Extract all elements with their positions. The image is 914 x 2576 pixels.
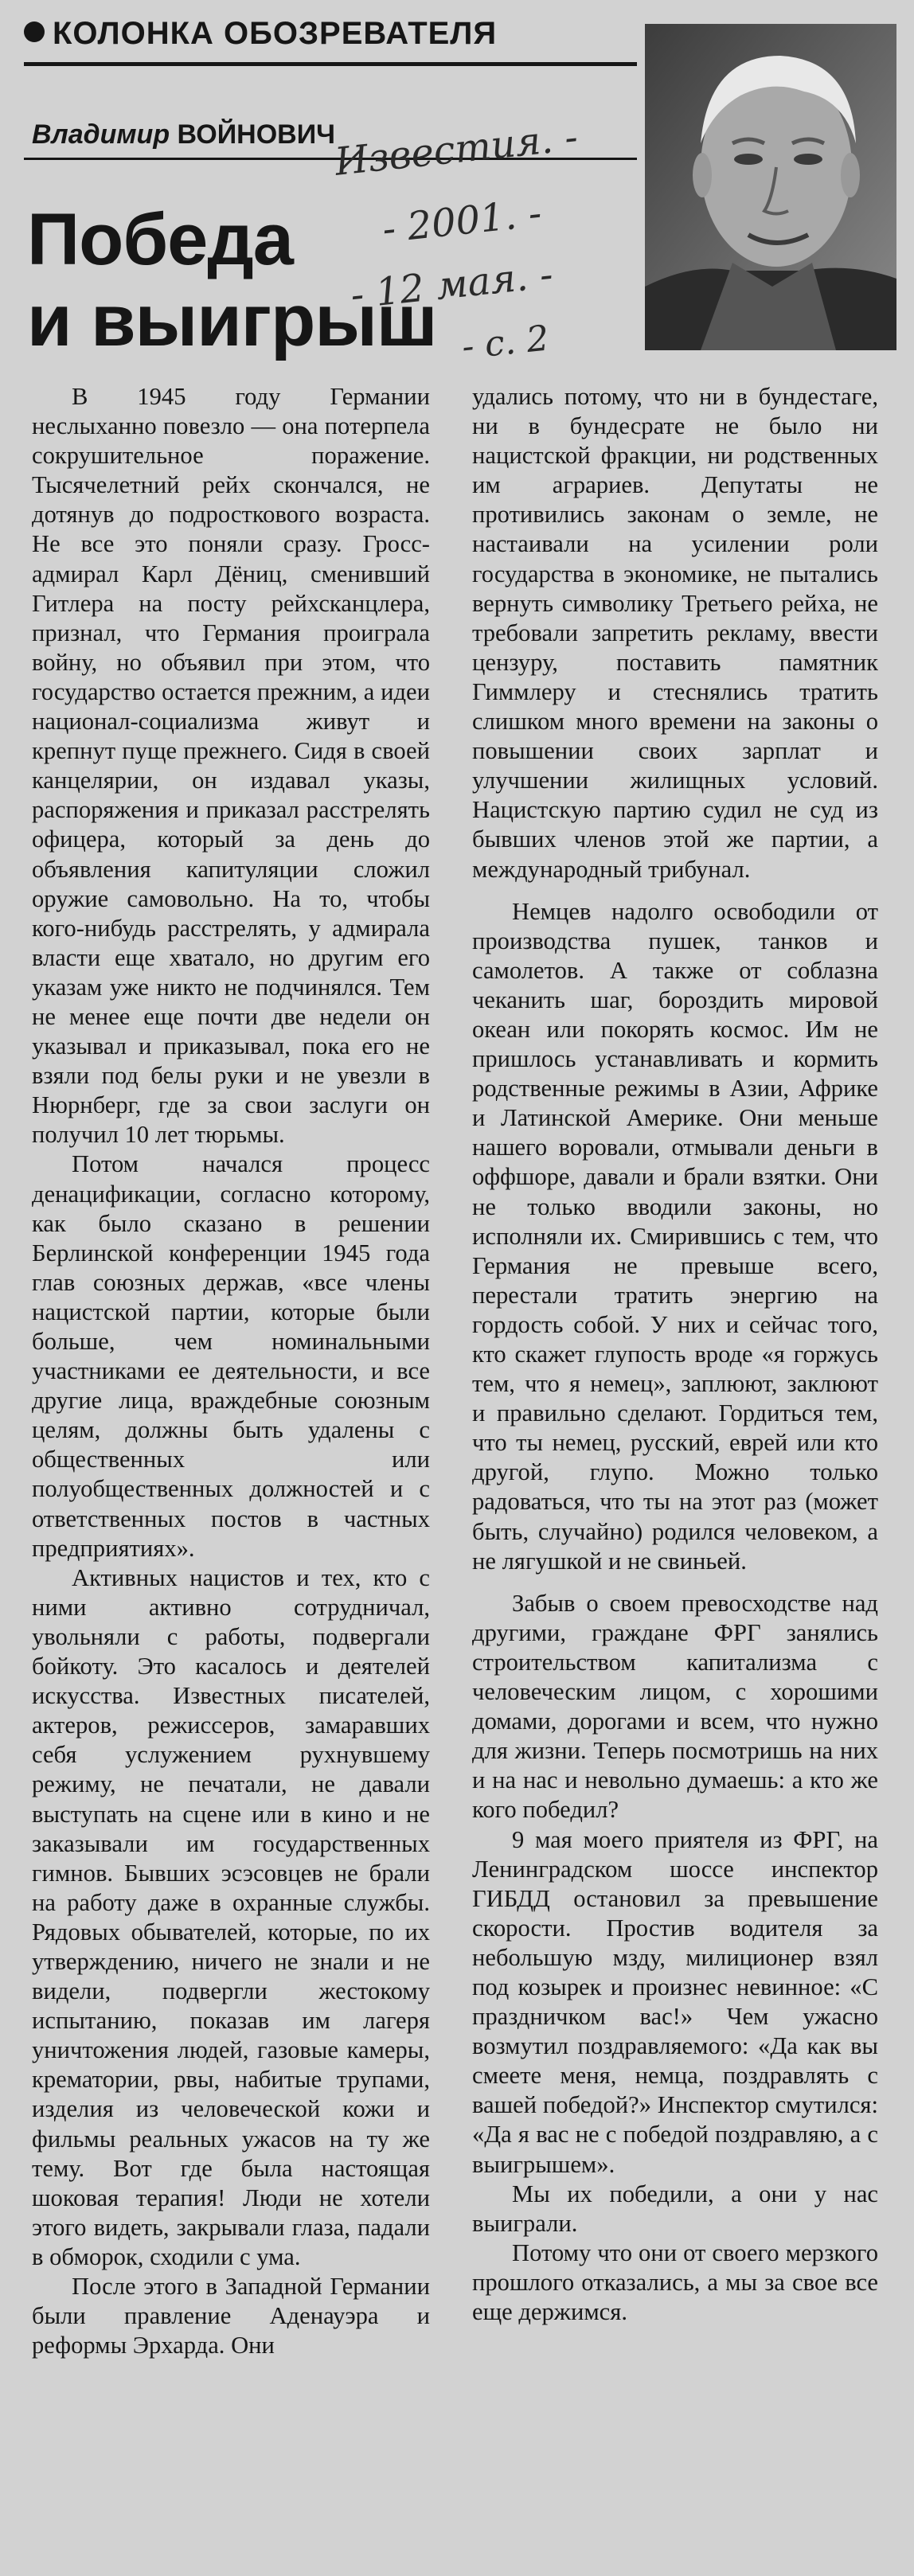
paragraph: Потом начался процесс денацификации, согласно которому, как было сказано в решении Берлинской конференции 1945 года глав союзных держав, «все члены нацистской партии, которые были больше, чем номинальными участниками ее деятельности, и все другие лица, враждебные союзным целям, должны быть удалены с общественных или полуобщественных должностей и с ответственных постов в частных предприятиях». [32, 1150, 430, 1562]
top-rule [24, 62, 637, 66]
handwritten-line-1: Известия. - [332, 115, 580, 185]
headline-line-2: и выигрыш [27, 280, 437, 361]
author-portrait-image [645, 24, 896, 350]
author-first-name: Владимир [32, 119, 170, 150]
paragraph: После этого в Западной Германии были правление Аденауэра и реформы Эрхарда. Они [32, 2273, 430, 2359]
author-photo [645, 24, 896, 350]
headline-line-1: Победа [27, 199, 293, 280]
rubric-text: КОЛОНКА ОБОЗРЕВАТЕЛЯ [53, 16, 498, 51]
paragraph: Потому что они от своего мерзкого прошлого отказались, а мы за свое все еще держимся. [472, 2238, 878, 2325]
column-rubric [24, 16, 497, 52]
bullet-icon [24, 21, 45, 42]
article-column-right [472, 382, 878, 2327]
paragraph: Забыв о своем превосходстве над другими, граждане ФРГ занялись строительством капитализма с человеческим лицом, с хорошими домами, дорогами и всем, что нужно для жизни. Теперь посмотришь на них и на нас и невольно думаешь: а кто же кого победил? [472, 1589, 878, 1824]
handwritten-line-3: - 12 мая. - [348, 252, 555, 318]
article-column-left [32, 382, 430, 2360]
author-last-name: ВОЙНОВИЧ [177, 119, 336, 150]
handwritten-line-2: - 2001. - [380, 190, 544, 252]
handwritten-source-note [334, 111, 645, 374]
paragraph: Мы их победили, а они у нас выиграли. [472, 2180, 878, 2237]
paragraph: Активных нацистов и тех, кто с ними активно сотрудничал, увольняли с работы, подвергали бойкоту. Это касалось и деятелей искусства. Известных писателей, актеров, режиссеров, замаравших себя услужением рухнувшему режиму, не печатали, не давали выступать на сцене или в кино и не заказывали им государственных гимнов. Бывших эсэсовцев не брали на работу даже в охранные службы. Рядовых обывателей, которые, по их утверждению, ничего не знали и не видели, подвергли жестокому испытанию, показав им лагеря уничтожения людей, газовые камеры, крематории, рвы, набитые трупами, изделия из человеческой кожи и фильмы реальных ужасов на ту же тему. Вот где была настоящая шоковая терапия! Люди не хотели этого видеть, закрывали глаза, падали в обморок, сходили с ума. [32, 1563, 430, 2270]
handwritten-line-4: - с. 2 [459, 318, 551, 368]
paragraph: 9 мая моего приятеля из ФРГ, на Ленинградском шоссе инспектор ГИБДД остановил за превышение скорости. Простив водителя за небольшую мзду, милиционер взял под козырек и произнес невинное: «С праздничком вас!» Чем ужасно возмутил поздравляемого: «Да как вы смеете меня, немца, поздравлять с вашей победой?» Инспектор смутился: «Да я вас не с победой поздравляю, а с выигрышем». [472, 1825, 878, 2178]
paragraph: Немцев надолго освободили от производства пушек, танков и самолетов. А также от соблазна чеканить шаг, бороздить мировой океан или покорять космос. Им не пришлось устанавливать и кормить родственные режимы в Азии, Африке и Латинской Америке. Они меньше нашего воровали, отмывали деньги в оффшоре, давали и брали взятки. Они не только вводили законы, но исполняли их. Смирившись с тем, что Германия не превыше всего, перестали тратить энергию на гордость собой. У них и сейчас того, кто скажет глупость вроде «я горжусь тем, что я немец», заплюют, заклюют и правильно сделают. Гордиться тем, что ты немец, русский, еврей или кто другой, глупо. Можно только радоваться, что ты на этот раз (может быть, случайно) родился человеком, а не лягушкой и не свиньей. [472, 897, 878, 1575]
paragraph: удались потому, что ни в бундестаге, ни в бундесрате не было ни нацистской фракции, ни родственных им аграриев. Депутаты не противились законам о земле, не настаивали на усилении роли государства в экономике, не пытались вернуть символику Третьего рейха, не требовали запретить рекламу, ввести цензуру, поставить памятник Гиммлеру и стеснялись тратить слишком много времени на законы о повышении своих зарплат и улучшении жилищных условий. Нацистскую партию судил не суд из бывших членов этой же партии, а международный трибунал. [472, 383, 878, 883]
paragraph: В 1945 году Германии неслыханно повезло — она потерпела сокрушительное поражение. Тысячелетний рейх скончался, не дотянув до подросткового возраста. Не все это поняли сразу. Гросс-адмирал Карл Дёниц, сменивший Гитлера на посту рейхсканцлера, признал, что Германия проиграла войну, но объявил при этом, что государство остается прежним, а идеи национал-социализма живут и крепнут пуще прежнего. Сидя в своей канцелярии, он издавал указы, распоряжения и приказал расстрелять офицера, который за день до объявления капитуляции сложил оружие самовольно. На то, чтобы кого-нибудь расстрелять, у адмирала власти еще хватало, но другим его указам уже никто не подчинялся. Тем не менее еще почти две недели он указывал и приказывал, пока его не взяли под белы руки и не увезли в Нюрнберг, где за свои заслуги он получил 10 лет тюрьмы. [32, 383, 430, 1149]
author-byline [32, 119, 335, 150]
